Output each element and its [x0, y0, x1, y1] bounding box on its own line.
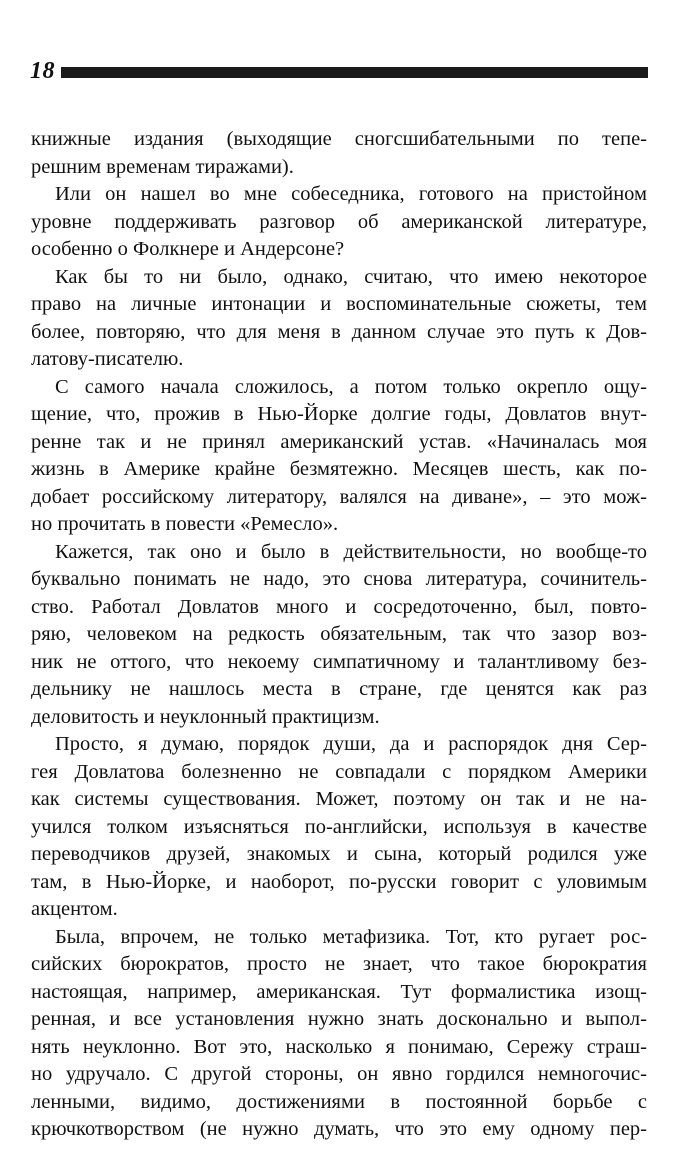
text-line: особенно о Фолкнере и Андерсоне?	[31, 238, 345, 260]
text-line: право на личные интонации и воспоминательные сюжеты, тем	[31, 293, 647, 315]
text-line: Просто, я думаю, порядок души, да и распорядок дня Сер-	[55, 733, 647, 755]
text-line: ленными, видимо, достижениями в постоянной борьбе с	[31, 1090, 647, 1113]
text-line: жизнь в Америке крайне безмятежно. Месяцев шесть, как по-	[31, 458, 647, 480]
text-line: книжные издания (выходящие сногсшибательными по тепе-	[31, 128, 647, 150]
text-line: щение, что, прожив в Нью-Йорке долгие годы, Довлатов внут-	[31, 403, 647, 425]
text-line: решним временам тиражами).	[31, 155, 294, 178]
text-line: Кажется, так оно и было в действительности, но вообще-то	[55, 540, 647, 563]
text-line: ство. Работал Довлатов много и сосредоточенно, был, повто-	[31, 595, 647, 618]
text-line: сийских бюрократов, просто не знает, что такое бюрократия	[31, 953, 647, 975]
text-line: акцентом.	[31, 898, 118, 920]
text-line: гея Довлатова болезненно не совпадали с порядком Америки	[31, 760, 647, 783]
text-line: Была, впрочем, не только метафизика. Тот, кто ругает рос-	[55, 925, 647, 948]
text-line: ник не оттого, что некоему симпатичному и талантливому без-	[31, 650, 647, 673]
text-line: добает российскому литератору, валялся на диване», – это мож-	[31, 485, 647, 508]
text-line: дельнику не нашлось места в стране, где ценятся как раз	[31, 678, 647, 700]
text-line: деловитость и неуклонный практицизм.	[31, 705, 380, 728]
text-line: ренне так и не принял американский устав. «Начиналась моя	[31, 430, 647, 453]
text-line: уровне поддерживать разговор об американской литературе,	[31, 210, 647, 233]
page-header	[30, 58, 648, 84]
text-line: переводчиков друзей, знакомых и сына, который родился уже	[31, 843, 647, 865]
text-line: крючкотворством (не нужно думать, что это ему одному пер-	[31, 1118, 647, 1140]
text-line: С самого начала сложилось, а потом только окрепло ощу-	[55, 375, 647, 398]
header-rule	[61, 67, 648, 78]
text-line: учился толком изъясняться по-английски, используя в качестве	[31, 815, 647, 838]
text-line: но прочитать в повести «Ремесло».	[31, 513, 339, 535]
text-line: нять неуклонно. Вот это, насколько я понимаю, Сережу страш-	[31, 1035, 647, 1058]
text-line: но удручало. С другой стороны, он явно гордился немногочис-	[31, 1063, 647, 1085]
text-line: буквально понимать не надо, это снова литература, сочинитель-	[31, 568, 647, 590]
text-line: Как бы то ни было, однако, считаю, что имею некоторое	[55, 265, 647, 288]
text-line: там, в Нью-Йорке, и наоборот, по-русски говорит с уловимым	[31, 870, 647, 893]
text-line: как системы существования. Может, поэтому он так и не на-	[31, 788, 647, 810]
text-line: настоящая, например, американская. Тут формалистика изощ-	[31, 980, 647, 1003]
text-line: латову-писателю.	[31, 348, 184, 370]
text-line: ренная, и все установления нужно знать досконально и выпол-	[31, 1008, 647, 1030]
text-line: Или он нашел во мне собеседника, готового на пристойном	[55, 183, 647, 205]
text-line: более, повторяю, что для меня в данном случае это путь к Дов-	[31, 320, 647, 343]
text-line: ряю, человеком на редкость обязательным, так что зазор воз-	[31, 623, 647, 645]
page-number: 18	[30, 58, 55, 84]
body-text	[31, 126, 647, 1144]
